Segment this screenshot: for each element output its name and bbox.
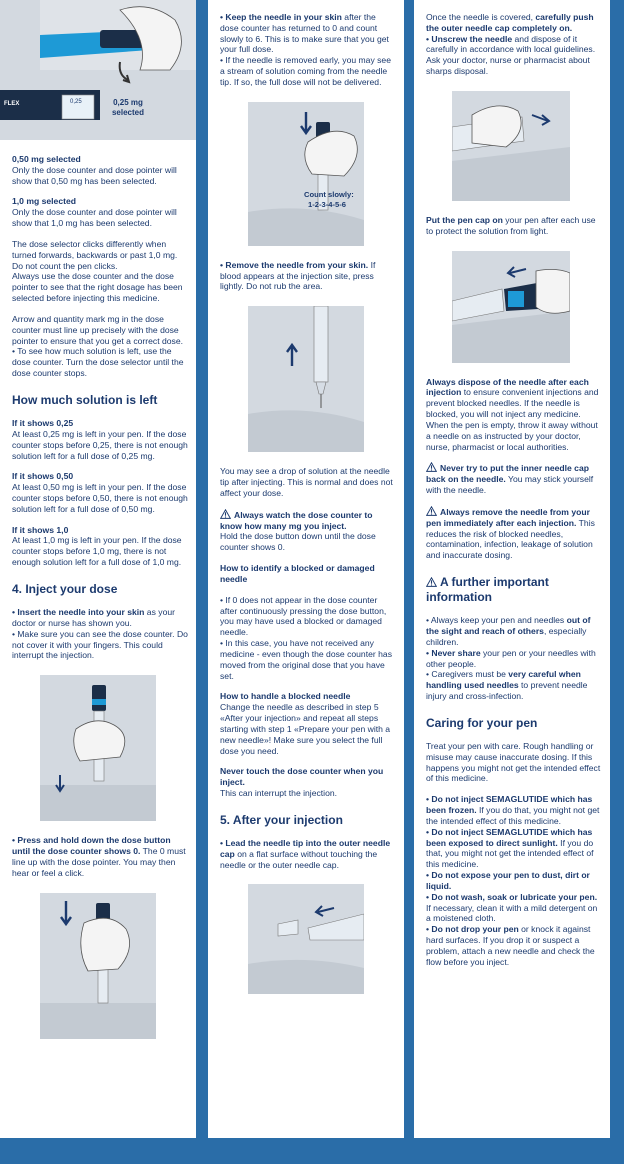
if-050-body: At least 0,50 mg is left in your pen. If the dose counter stops before 0,50, there is not enough solution left for a full dose of 0,50 mg. — [12, 482, 188, 514]
dose-window-value: 0,25 — [70, 99, 82, 105]
further-info-title: A further important information — [426, 575, 549, 605]
column-2 — [208, 0, 404, 1138]
further-bullet-2: • Never share your pen or your needles with other people. — [426, 647, 596, 669]
watch-counter-warning: Always watch the dose counter to know how many mg you inject. — [220, 509, 373, 531]
section-100-body: Only the dose counter and dose pointer will show that 1,0 mg has been selected. — [12, 207, 177, 229]
column-1 — [0, 0, 196, 1138]
needle-cap-drawing — [248, 884, 364, 994]
dose-selector-drawing — [0, 0, 196, 140]
covered-paragraph: Once the needle is covered, carefully push the outer needle cap completely on. — [426, 12, 594, 33]
drop-paragraph: You may see a drop of solution at the needle tip after injecting. This is normal and does not affect your dose. — [220, 466, 393, 498]
warning-icon — [426, 462, 437, 472]
count-sequence: 1-2-3-4-5-6 — [308, 199, 346, 209]
remove-needle-illustration — [248, 306, 364, 452]
further-bullet-3: • Caregivers must be very careful when handling used needles to prevent needle injury and cross-infection. — [426, 669, 588, 702]
remove-needle-paragraph: • Remove the needle from your skin. If blood appears at the injection site, press lightly. Do not rub the area. — [220, 259, 376, 292]
clicks-paragraph-3: Always use the dose counter and the dose pointer to see that the right dosage has been selected before injecting this medicine. — [12, 271, 183, 304]
lead-needle-paragraph: • Lead the needle tip into the outer needle cap on a flat surface without touching the needle or the outer needle cap. — [220, 837, 391, 870]
caring-bullet-3: • Do not expose your pen to dust, dirt or liquid. — [426, 870, 590, 891]
remove-needle-warning: Always remove the needle from your pen immediately after each injection. This reduces the risk of blocked needles, contamination, infection, leakage of solution and inaccurate dosing. — [426, 506, 595, 561]
identify-title: How to identify a blocked or damaged needle — [220, 563, 375, 584]
clicks-paragraph-2: Do not count the pen clicks. — [12, 260, 118, 271]
caring-bullet-5: • Do not drop your pen or knock it against hard surfaces. If you drop it or suspect a problem, attach a new needle and check the flow before you inject. — [426, 924, 595, 967]
section-050-body: Only the dose counter and dose pointer will show that 0,50 mg has been selected. — [12, 164, 177, 186]
count-slowly-label: Count slowly: — [304, 189, 354, 199]
never-touch-body: This can interrupt the injection. — [220, 787, 338, 798]
inject-bullet-1: • Insert the needle into your skin as your doctor or nurse has shown you. — [12, 607, 175, 628]
if-100-body: At least 1,0 mg is left in your pen. If the dose counter stops before 1,0 mg, there is not enough solution left for a full dose of 1,0 mg. — [12, 535, 182, 568]
unscrew-needle-drawing — [452, 91, 570, 201]
inject-title: 4. Inject your dose — [12, 581, 118, 596]
handle-title: How to handle a blocked needle — [220, 691, 351, 702]
count-slowly-drawing — [248, 102, 364, 246]
pen-cap-drawing — [452, 251, 570, 363]
handle-body: Change the needle as described in step 5 «After your injection» and repeat all steps starting with step 1 «Prepare your pen with a new needle»! Make sure you select the full dose you need. — [220, 702, 391, 756]
further-bullet-1: • Always keep your pen and needles out of the sight and reach of others, especially children. — [426, 615, 591, 647]
keep-needle-paragraph-2: • If the needle is removed early, you may see a stream of solution coming from the needle tip. If so, the full dose will not be delivered. — [220, 55, 391, 87]
after-injection-title: 5. After your injection — [220, 812, 343, 827]
identify-bullet-2: • In this case, you have not received any medicine - even though the dose counter has moved from the original dose that you have set. — [220, 638, 392, 681]
unscrew-paragraph: • Unscrew the needle and dispose of it carefully in accordance with local guidelines. Ask your doctor, nurse or pharmacist about sharps disposal. — [426, 33, 596, 77]
keep-needle-paragraph: • Keep the needle in your skin after the dose counter has returned to 0 and count slowly to 6. This is to make sure that you get your full dose. — [220, 12, 389, 55]
section-100-title: 1,0 mg selected — [12, 196, 77, 207]
warning-icon — [426, 577, 437, 587]
section-050-title: 0,50 mg selected — [12, 154, 81, 164]
watch-counter-body: Hold the dose button down until the dose counter shows 0. — [220, 531, 376, 553]
if-025-body: At least 0,25 mg is left in your pen. If the dose counter stops before 0,25, there is not enough solution left for a full dose of 0,25 mg. — [12, 428, 188, 461]
insert-needle-drawing — [40, 675, 156, 821]
insert-needle-illustration — [40, 675, 156, 821]
needle-cap-illustration — [248, 884, 364, 994]
arrow-paragraph-2: • To see how much solution is left, use the dose counter. Turn the dose selector until the dose counter stops. — [12, 346, 184, 379]
caring-bullet-1: • Do not inject SEMAGLUTIDE which has been frozen. If you do that, you might not get the intended effect of this medicine. — [426, 794, 600, 826]
count-slowly-illustration — [248, 102, 364, 246]
identify-bullet-1: • If 0 does not appear in the dose counter after continuously pressing the dose button, you may have used a blocked or damaged needle. — [220, 594, 387, 638]
warning-icon — [426, 506, 437, 516]
if-025-title: If it shows 0,25 — [12, 418, 74, 429]
press-button-illustration — [40, 893, 156, 1039]
pen-brand-text: FLEX — [4, 101, 20, 107]
press-button-drawing — [40, 893, 156, 1039]
caring-body: Treat your pen with care. Rough handling or misuse may cause inaccurate dosing. If this happens you might not get the intended effect of this medicine. — [426, 741, 601, 784]
remove-needle-drawing — [248, 306, 364, 452]
column-3 — [414, 0, 610, 1138]
bottom-band — [0, 1138, 624, 1164]
warning-icon — [220, 509, 231, 519]
unscrew-needle-illustration — [452, 91, 570, 201]
how-much-title: How much solution is left — [12, 392, 158, 407]
dispose-paragraph: Always dispose of the needle after each injection to ensure convenient injections and prevent blocked needles. If the needle is blocked, you will not inject any medicine. When the pen is empty, throw it away without a needle on as instructed by your doctor, nurse, pharmacist or local authorities. — [426, 376, 599, 452]
never-touch-title: Never touch the dose counter when you inject. — [220, 766, 384, 788]
if-100-title: If it shows 1,0 — [12, 524, 69, 535]
caring-bullet-2: • Do not inject SEMAGLUTIDE which has been exposed to direct sunlight. If you do that, you might not get the intended effect of this medicine. — [426, 826, 594, 870]
caring-bullet-4: • Do not wash, soak or lubricate your pen. If necessary, clean it with a mild detergent on a moistened cloth. — [426, 891, 598, 924]
press-paragraph: • Press and hold down the dose button until the dose counter shows 0. The 0 must line up with the dose pointer. You may then hear or feel a click. — [12, 835, 186, 878]
dose-selector-illustration — [0, 0, 196, 140]
clicks-paragraph: The dose selector clicks differently when turned forwards, backwards or past 1,0 mg. — [12, 238, 178, 260]
inner-cap-warning: Never try to put the inner needle cap back on the needle. You may stick yourself with the needle. — [426, 463, 594, 496]
caring-title: Caring for your pen — [426, 715, 538, 730]
put-cap-paragraph: Put the pen cap on your pen after each use to protect the solution from light. — [426, 214, 596, 236]
inject-bullet-2: • Make sure you can see the dose counter. Do not cover it with your fingers. This could interrupt the injection. — [12, 628, 188, 661]
if-050-title: If it shows 0,50 — [12, 471, 74, 482]
dose-selected-label: 0,25 mg selected — [111, 98, 145, 118]
pen-cap-illustration — [452, 251, 570, 363]
arrow-paragraph: Arrow and quantity mark mg in the dose counter must line up precisely with the dose pointer to ensure that you get a correct dose. — [12, 313, 184, 346]
